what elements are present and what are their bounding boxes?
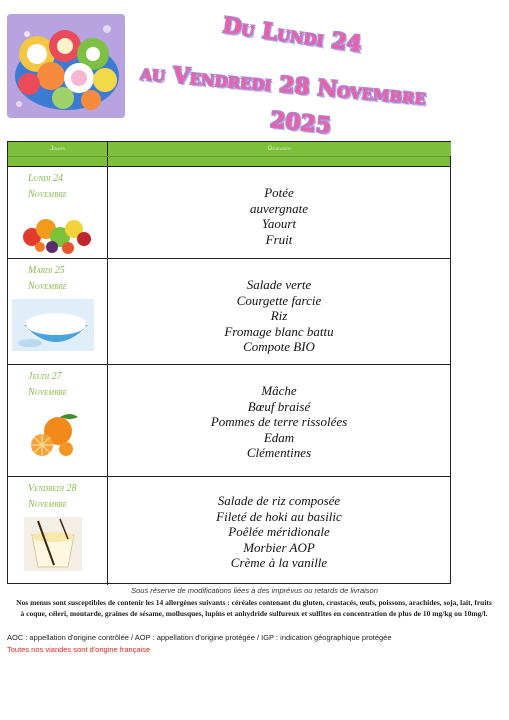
day-row-tuesday (8, 258, 450, 365)
dish: Salade de riz composée (217, 493, 341, 508)
dishes-list (108, 277, 450, 355)
day-row-thursday (8, 364, 450, 477)
title-line-3: 2025 (268, 106, 333, 140)
day-name: Vendredi 28 (28, 483, 77, 494)
menu-title (0, 0, 509, 140)
dish: Compote BIO (243, 339, 315, 354)
dish: Yaourt (261, 216, 297, 231)
day-month: Novembre (28, 189, 67, 200)
day-month: Novembre (28, 387, 67, 398)
delivery-notice: Sous réserve de modifications liées à des imprévus ou retards de livraison (131, 586, 378, 595)
dish: Fruit (265, 231, 293, 247)
allergens-notice: Nos menus sont susceptibles de contenir les 14 allergènes suivants : céréales contenant du gluten, crustacés, œufs, poissons, arachides, soja, lait, fruits à coque, céleri, moutarde, graines de sésame, mollusques, lupins et anhydride sulfureux et sulfites en concentration de plus de 10 mg/kg ou 10mg/l. (16, 598, 492, 618)
day-cell (8, 477, 108, 585)
dish: Fileté de hoki au basilic (216, 508, 342, 524)
dish: Morbier AOP (243, 539, 315, 555)
dish: Pommes de terre rissolées (210, 414, 348, 429)
day-name: Jeudi 27 (28, 371, 62, 382)
dish: Potée (264, 185, 294, 200)
day-month: Novembre (28, 281, 67, 292)
meat-origin-notice: Toutes nos viandes sont d'origine française (7, 645, 151, 654)
yogurt-image (12, 299, 94, 351)
day-row-friday (8, 476, 450, 585)
dish: Edam (263, 429, 295, 445)
clementine-image (20, 411, 84, 459)
day-cell (8, 365, 108, 477)
dish: Riz (270, 308, 288, 323)
day-month: Novembre (28, 499, 67, 510)
dish: Courgette farcie (236, 292, 322, 308)
title-line-2: au Vendredi 28 Novembre (139, 59, 428, 111)
fruit-image (22, 207, 92, 255)
dish: Clémentines (246, 445, 312, 460)
dish: auvergnate (250, 200, 308, 216)
day-cell (8, 259, 108, 365)
dish: Fromage blanc battu (224, 323, 334, 339)
dishes-list (108, 493, 450, 571)
dish: Salade verte (246, 277, 312, 292)
dishes-list (108, 383, 450, 461)
dish: Poêlée méridionale (228, 524, 330, 539)
header-jours: Jours (8, 142, 108, 156)
menu-table (7, 141, 451, 584)
dish: Crème à la vanille (230, 555, 328, 570)
day-name: Lundi 24 (28, 173, 64, 184)
dish: Bœuf braisé (247, 398, 311, 414)
day-name: Mardi 25 (28, 265, 65, 276)
day-row-monday (8, 166, 450, 259)
day-cell (8, 167, 108, 259)
dishes-list (108, 185, 450, 247)
labels-legend: AOC : appellation d'origine contrôlée / AOP : appellation d'origine protégée / IGP : indication géographique protégée (7, 633, 392, 642)
header-dejeuner: Déjeuner (108, 142, 451, 156)
vanilla-cream-image (24, 517, 82, 571)
title-line-1: Du Lundi 24 (220, 12, 364, 58)
dish: Mâche (261, 383, 297, 398)
